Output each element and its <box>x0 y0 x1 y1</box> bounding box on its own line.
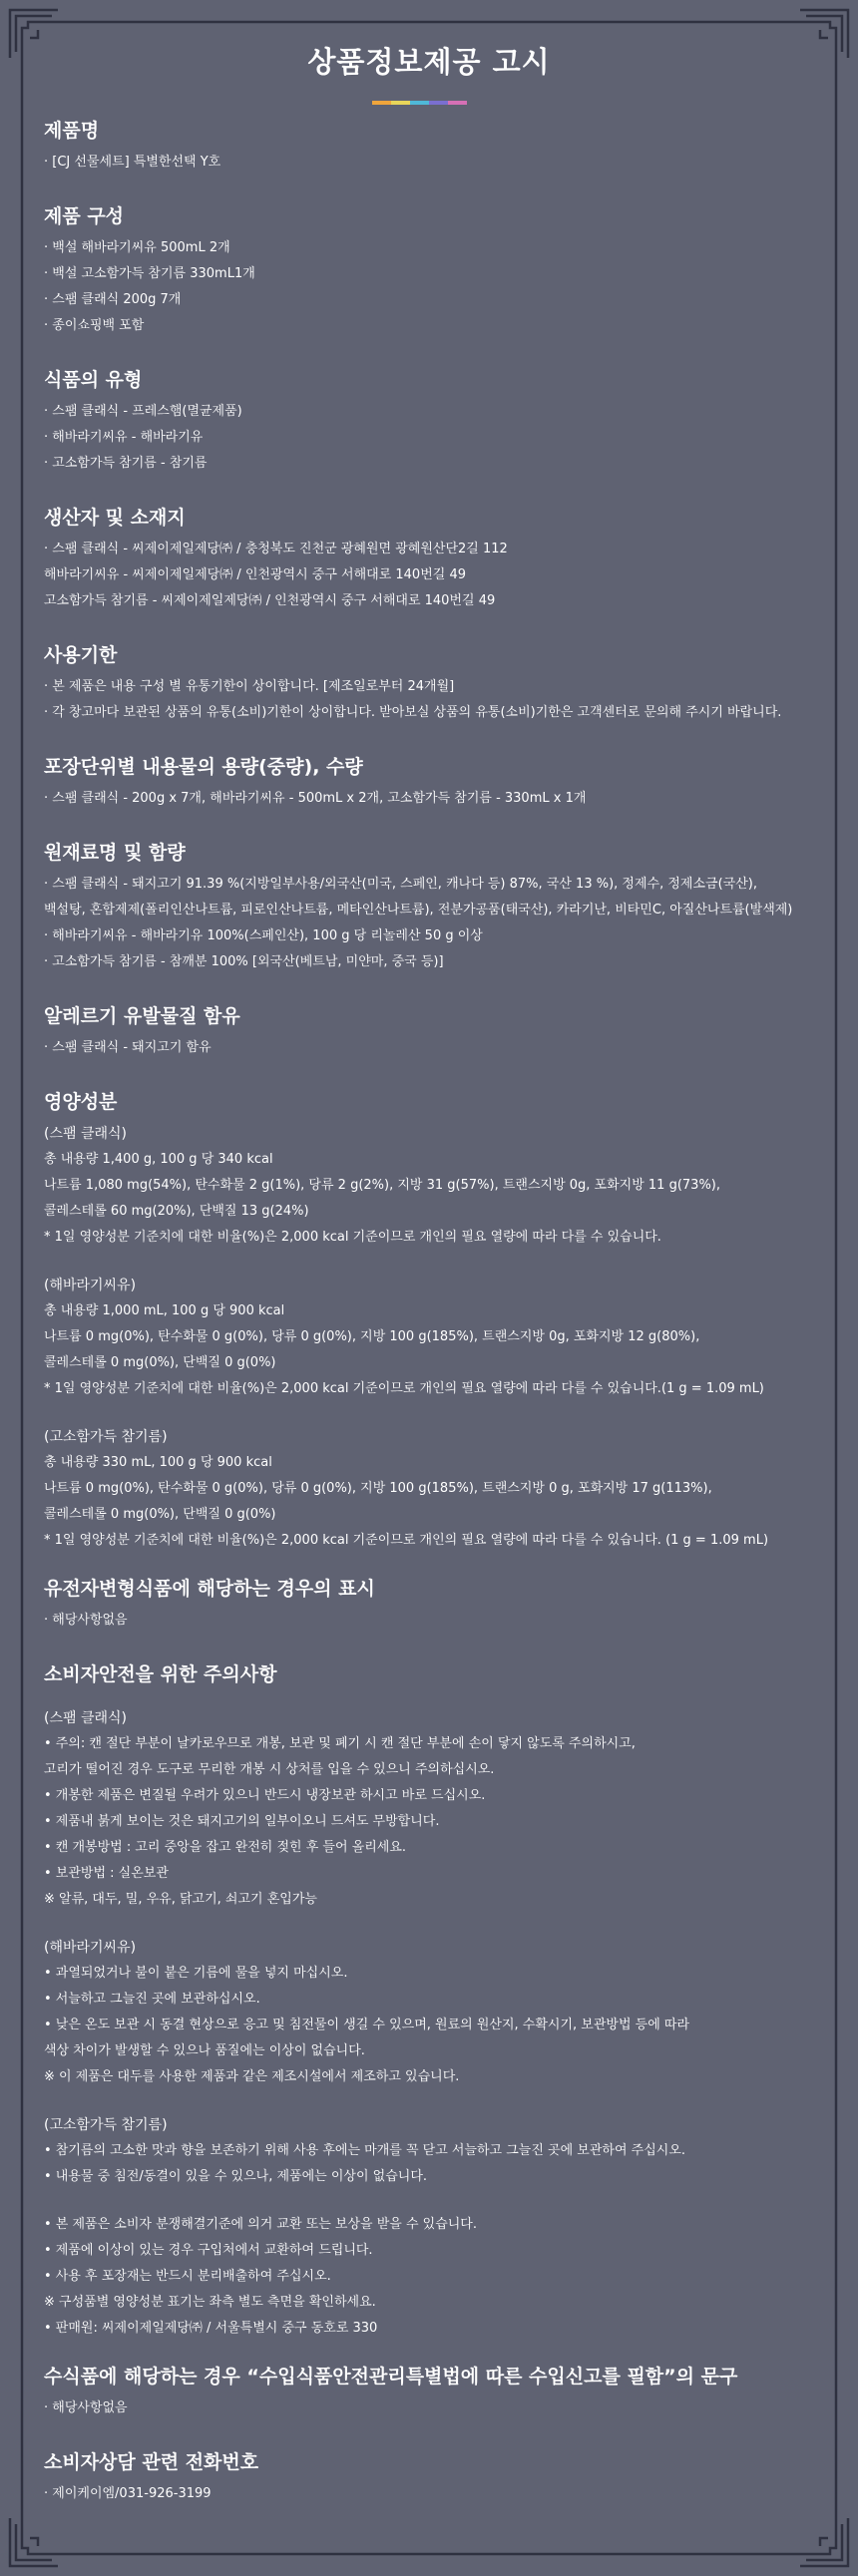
notice-content <box>44 118 832 2507</box>
section-food-type <box>44 367 832 477</box>
section-line: 해바라기씨유 - 씨제이제일제당㈜ / 인천광역시 중구 서해대로 140번길 49 <box>44 567 466 582</box>
group-name: (스팸 클래식) <box>44 1710 127 1726</box>
section-title: 식품의 유형 <box>44 369 143 391</box>
group-line: • 참기름의 고소한 맛과 향을 보존하기 위해 사용 후에는 마개를 꼭 닫고 서늘하고 그늘진 곳에 보관하여 주십시오. <box>44 2143 686 2158</box>
fret-corner-ornament-icon <box>800 2518 848 2566</box>
section-title: 제품명 <box>44 120 100 142</box>
accent-color-bar <box>372 101 467 105</box>
section-line: · 본 제품은 내용 구성 별 유통기한이 상이합니다. [제조일로부터 24개월] <box>44 679 455 694</box>
section-line: 백설탕, 혼합제제(폴리인산나트륨, 피로인산나트륨, 메타인산나트륨), 전분가공품(태국산), 카라기난, 비타민C, 아질산나트륨(발색제) <box>44 903 793 918</box>
section-line: · 해바라기씨유 - 해바라기유 <box>44 430 204 445</box>
safety-section <box>44 1661 832 2342</box>
gmo-section <box>44 1576 832 1634</box>
group-line: • 캔 개봉방법 : 고리 중앙을 잡고 완전히 젖힌 후 들어 올리세요. <box>44 1840 407 1855</box>
section-composition <box>44 203 832 339</box>
safety-group <box>44 2112 832 2190</box>
group-line: 콜레스테롤 0 mg(0%), 단백질 0 g(0%) <box>44 1507 276 1522</box>
info-sections <box>44 118 832 1089</box>
section-line: · 해당사항없음 <box>44 1613 128 1628</box>
accent-color-segment <box>391 101 410 105</box>
section-title: 수식품에 해당하는 경우 “수입식품안전관리특별법에 따른 수입신고를 필함”의 문구 <box>44 2366 738 2388</box>
group-line: • 본 제품은 소비자 분쟁해결기준에 의거 교환 또는 보상을 받을 수 있습니다. <box>44 2217 477 2232</box>
section-title: 알레르기 유발물질 함유 <box>44 1005 240 1027</box>
section-title: 생산자 및 소재지 <box>44 507 186 529</box>
section-line: · 고소함가득 참기름 - 참기름 <box>44 456 208 471</box>
section-title: 제품 구성 <box>44 205 125 227</box>
safety-group <box>44 1935 832 2090</box>
section-line: · 스팸 클래식 - 돼지고기 91.39 %(지방일부사용/외국산(미국, 스페인, 캐나다 등) 87%, 국산 13 %), 정제수, 정제소금(국산), <box>44 877 757 892</box>
fret-corner-ornament-icon <box>10 2518 58 2566</box>
group-line: • 판매원: 씨제이제일제당㈜ / 서울특별시 중구 동호로 330 <box>44 2321 378 2336</box>
section-title: 소비자안전을 위한 주의사항 <box>44 1663 277 1685</box>
section-line: · 종이쇼핑백 포함 <box>44 318 145 333</box>
group-line: ※ 구성품별 영양성분 표기는 좌측 별도 측면을 확인하세요. <box>44 2295 376 2310</box>
section-title: 영양성분 <box>44 1091 118 1113</box>
group-line: 나트륨 0 mg(0%), 탄수화물 0 g(0%), 당류 0 g(0%), 지방 100 g(185%), 트랜스지방 0 g, 포화지방 17 g(113%), <box>44 1481 712 1496</box>
contact-section <box>44 2449 832 2507</box>
group-line: • 낮은 온도 보관 시 동결 현상으로 응고 및 침전물이 생길 수 있으며, 원료의 원산지, 수확시기, 보관방법 등에 따라 <box>44 2018 689 2032</box>
accent-color-segment <box>448 101 467 105</box>
accent-color-segment <box>410 101 429 105</box>
import-section <box>44 2364 832 2421</box>
group-name: (해바라기씨유) <box>44 1940 137 1956</box>
nutrition-group <box>44 1121 832 1251</box>
group-line: 나트륨 0 mg(0%), 탄수화물 0 g(0%), 당류 0 g(0%), 지방 100 g(185%), 트랜스지방 0g, 포화지방 12 g(80%), <box>44 1329 700 1344</box>
section-line: · 해바라기씨유 - 해바라기유 100%(스페인산), 100 g 당 리놀레산 50 g 이상 <box>44 928 483 943</box>
section-title: 사용기한 <box>44 644 118 666</box>
group-name: (고소함가득 참기름) <box>44 2117 168 2133</box>
section-ingredients <box>44 840 832 975</box>
section-capacity <box>44 754 832 812</box>
section-line: · 스팸 클래식 - 프레스햄(멸균제품) <box>44 404 242 419</box>
group-line: • 개봉한 제품은 변질될 우려가 있으니 반드시 냉장보관 하시고 바로 드십시오. <box>44 1788 486 1803</box>
group-line: • 사용 후 포장재는 반드시 분리배출하여 주십시오. <box>44 2269 331 2284</box>
contact-phone: · 제이케이엠/031-926-3199 <box>44 2486 212 2501</box>
group-name: (스팸 클래식) <box>44 1126 127 1142</box>
section-title: 원재료명 및 함량 <box>44 842 186 864</box>
group-line: • 과열되었거나 불이 붙은 기름에 물을 넣지 마십시오. <box>44 1966 348 1981</box>
group-line: • 서늘하고 그늘진 곳에 보관하십시오. <box>44 1992 260 2007</box>
section-line: · 스팸 클래식 - 200g x 7개, 해바라기씨유 - 500mL x 2개, 고소함가득 참기름 - 330mL x 1개 <box>44 791 587 806</box>
section-line: · 고소함가득 참기름 - 참깨분 100% [외국산(베트남, 미얀마, 중국 등)] <box>44 954 444 969</box>
group-line: 콜레스테롤 60 mg(20%), 단백질 13 g(24%) <box>44 1204 309 1219</box>
safety-groups <box>44 1705 832 2342</box>
section-line: · 스팸 클래식 - 씨제이제일제당㈜ / 충청북도 진천군 광혜원면 광혜원산단2길 112 <box>44 542 508 556</box>
section-title: 포장단위별 내용물의 용량(중량), 수량 <box>44 756 363 778</box>
accent-color-segment <box>372 101 391 105</box>
page-title: 상품정보제공 고시 <box>307 45 551 79</box>
nutrition-group <box>44 1273 832 1402</box>
section-product-name <box>44 118 832 176</box>
group-name: (고소함가득 참기름) <box>44 1429 168 1445</box>
section-allergy <box>44 1003 832 1061</box>
group-line: • 보관방법 : 실온보관 <box>44 1866 169 1881</box>
section-line: · 스팸 클래식 - 돼지고기 함유 <box>44 1040 212 1055</box>
section-line: · 백설 해바라기씨유 500mL 2개 <box>44 240 230 255</box>
section-line: 고소함가득 참기름 - 씨제이제일제당㈜ / 인천광역시 중구 서해대로 140번길 49 <box>44 593 496 608</box>
group-line: 콜레스테롤 0 mg(0%), 단백질 0 g(0%) <box>44 1355 276 1370</box>
group-line: 나트륨 1,080 mg(54%), 탄수화물 2 g(1%), 당류 2 g(2%), 지방 31 g(57%), 트랜스지방 0g, 포화지방 11 g(73%), <box>44 1178 721 1193</box>
section-line: · 각 창고마다 보관된 상품의 유통(소비)기한이 상이합니다. 받아보실 상품의 유통(소비)기한은 고객센터로 문의해 주시기 바랍니다. <box>44 705 782 720</box>
section-title: 유전자변형식품에 해당하는 경우의 표시 <box>44 1578 375 1600</box>
group-line: * 1일 영양성분 기준치에 대한 비율(%)은 2,000 kcal 기준이므로 개인의 필요 열량에 따라 다를 수 있습니다. (1 g = 1.09 mL) <box>44 1533 769 1548</box>
nutrition-section <box>44 1089 832 1554</box>
group-line: 총 내용량 1,400 g, 100 g 당 340 kcal <box>44 1152 273 1167</box>
section-line: · 해당사항없음 <box>44 2400 128 2415</box>
group-line: • 제품에 이상이 있는 경우 구입처에서 교환하여 드립니다. <box>44 2243 373 2258</box>
group-line: 고리가 떨어진 경우 도구로 무리한 개봉 시 상처를 입을 수 있으니 주의하십시오. <box>44 1762 495 1777</box>
group-line: 총 내용량 330 mL, 100 g 당 900 kcal <box>44 1455 272 1470</box>
section-producer <box>44 505 832 614</box>
section-line: · 스팸 클래식 200g 7개 <box>44 292 182 307</box>
group-line: • 내용물 중 침전/동결이 있을 수 있으나, 제품에는 이상이 없습니다. <box>44 2169 428 2184</box>
page-header <box>0 40 858 81</box>
section-line: · 백설 고소함가득 참기름 330mL1개 <box>44 266 255 281</box>
group-line: 총 내용량 1,000 mL, 100 g 당 900 kcal <box>44 1303 285 1318</box>
section-line: · [CJ 선물세트] 특별한선택 Y호 <box>44 155 221 170</box>
group-line: • 주의: 캔 절단 부분이 날카로우므로 개봉, 보관 및 폐기 시 캔 절단 부분에 손이 닿지 않도록 주의하시고, <box>44 1736 636 1751</box>
safety-group <box>44 2212 832 2342</box>
group-name: (해바라기씨유) <box>44 1278 137 1293</box>
group-line: ※ 알류, 대두, 밀, 우유, 닭고기, 쇠고기 혼입가능 <box>44 1892 317 1907</box>
group-line: * 1일 영양성분 기준치에 대한 비율(%)은 2,000 kcal 기준이므로 개인의 필요 열량에 따라 다를 수 있습니다.(1 g = 1.09 mL) <box>44 1381 764 1396</box>
safety-group <box>44 1705 832 1913</box>
group-line: • 제품내 붉게 보이는 것은 돼지고기의 일부이오니 드셔도 무방합니다. <box>44 1814 440 1829</box>
group-line: * 1일 영양성분 기준치에 대한 비율(%)은 2,000 kcal 기준이므로 개인의 필요 열량에 따라 다를 수 있습니다. <box>44 1230 661 1245</box>
group-line: ※ 이 제품은 대두를 사용한 제품과 같은 제조시설에서 제조하고 있습니다. <box>44 2069 460 2084</box>
nutrition-groups <box>44 1121 832 1554</box>
group-line: 색상 차이가 발생할 수 있으나 품질에는 이상이 없습니다. <box>44 2043 365 2058</box>
nutrition-group <box>44 1424 832 1554</box>
section-expiry <box>44 642 832 726</box>
section-title: 소비자상담 관련 전화번호 <box>44 2451 259 2473</box>
accent-color-segment <box>429 101 448 105</box>
